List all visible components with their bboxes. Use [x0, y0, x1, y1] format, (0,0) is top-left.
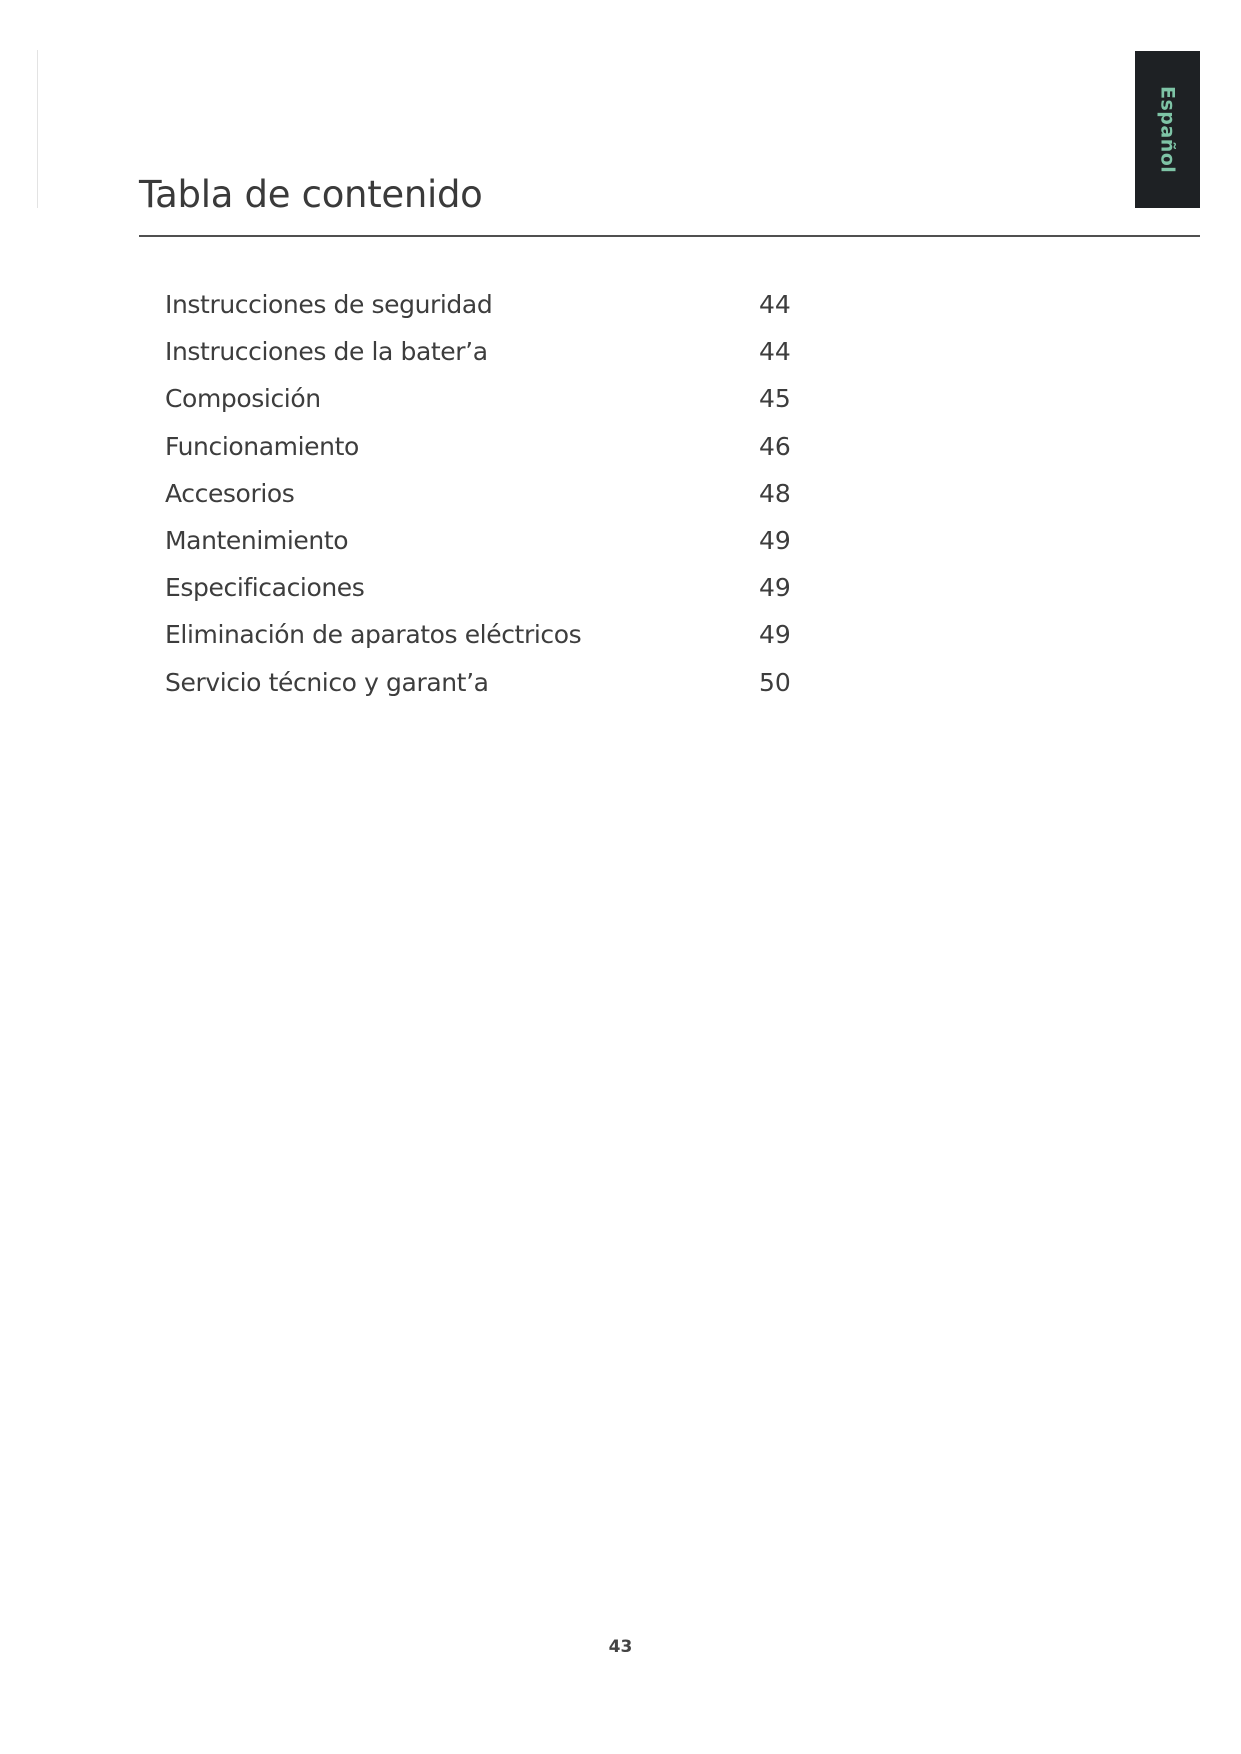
title-divider — [139, 235, 1200, 237]
toc-entry-title: Especificaciones — [165, 573, 365, 603]
page-number: 43 — [608, 1637, 633, 1657]
table-of-contents — [165, 290, 805, 715]
toc-entry[interactable] — [165, 384, 805, 431]
toc-entry-title: Composición — [165, 384, 321, 414]
toc-entry-page: 46 — [759, 431, 791, 461]
left-margin-rule — [37, 50, 38, 208]
toc-entry[interactable] — [165, 337, 805, 384]
toc-entry[interactable] — [165, 573, 805, 620]
toc-entry-page: 49 — [759, 573, 791, 603]
toc-entry[interactable] — [165, 432, 805, 479]
language-tab — [1135, 51, 1200, 208]
toc-entry-page: 49 — [759, 525, 791, 555]
toc-entry-page: 45 — [759, 384, 791, 414]
toc-entry-title: Servicio técnico y garant’a — [165, 667, 489, 697]
toc-entry-page: 49 — [759, 620, 791, 650]
toc-entry-title: Funcionamiento — [165, 431, 359, 461]
toc-entry-title: Instrucciones de seguridad — [165, 290, 493, 319]
toc-entry[interactable] — [165, 620, 805, 667]
toc-entry-title: Accesorios — [165, 478, 295, 508]
toc-entry-page: 50 — [759, 667, 791, 697]
page-title: Tabla de contenido — [139, 173, 483, 216]
toc-entry-page: 44 — [759, 337, 791, 367]
toc-entry[interactable] — [165, 668, 805, 715]
language-tab-label: Español — [1156, 85, 1179, 174]
toc-entry[interactable] — [165, 479, 805, 526]
toc-entry-page: 48 — [759, 478, 791, 508]
toc-entry-title: Instrucciones de la bater’a — [165, 337, 488, 367]
toc-entry-title: Eliminación de aparatos eléctricos — [165, 620, 582, 650]
toc-entry[interactable] — [165, 290, 805, 337]
toc-entry[interactable] — [165, 526, 805, 573]
toc-entry-title: Mantenimiento — [165, 525, 349, 555]
toc-entry-page: 44 — [759, 290, 791, 319]
